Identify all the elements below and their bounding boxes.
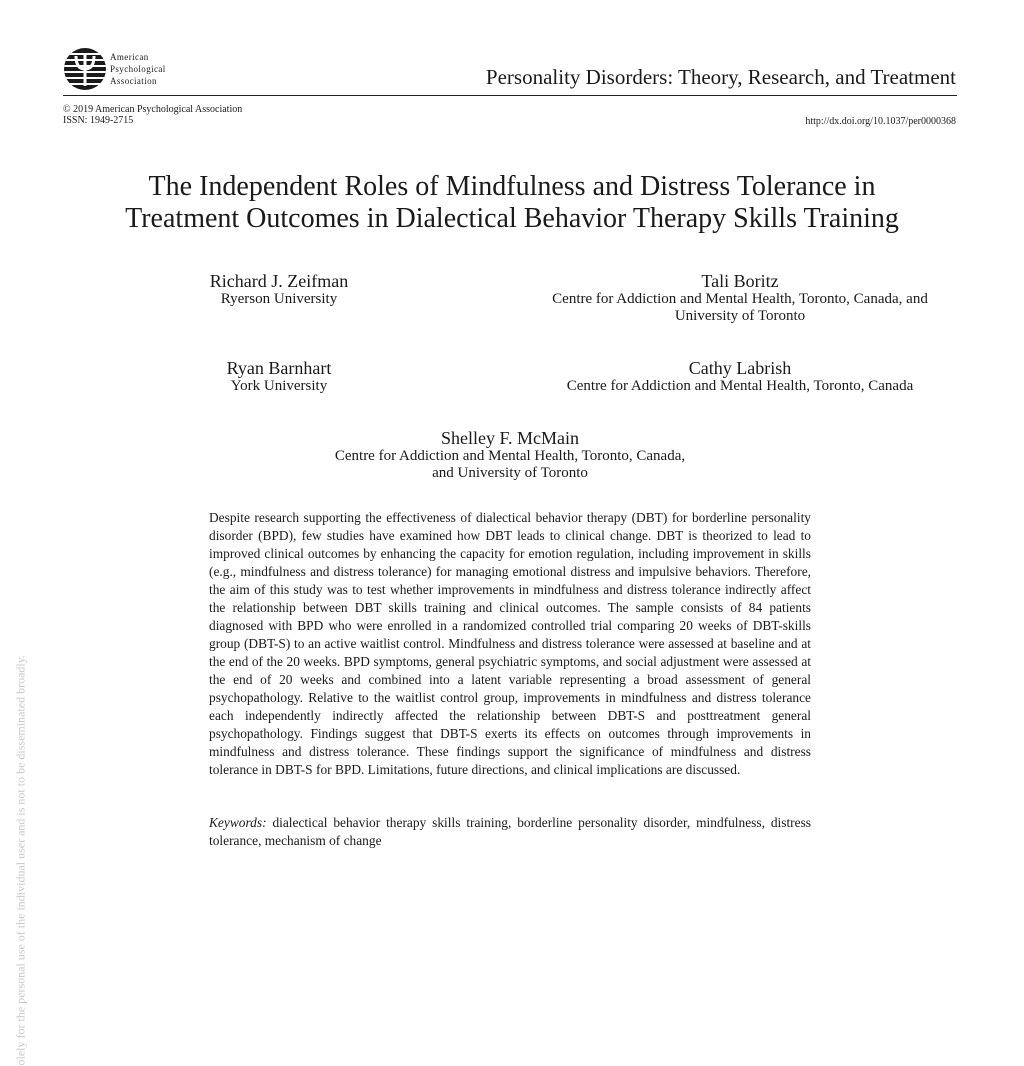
- logo-line: Psychological: [110, 64, 166, 74]
- author-affiliation: University of Toronto: [674, 308, 806, 324]
- keywords: [209, 814, 811, 850]
- side-copyright-notice: olely for the personal use of the individual user and is not to be disseminated broadly.: [13, 655, 28, 1066]
- title-line: The Independent Roles of Mindfulness and Distress Tolerance in: [148, 171, 876, 202]
- author-name: Cathy Labrish: [688, 358, 792, 378]
- keywords-label: Keywords:: [209, 815, 267, 830]
- author-block: [520, 271, 960, 325]
- header-rule: [63, 95, 957, 96]
- author-block: [129, 271, 429, 308]
- copyright-block: [63, 104, 242, 126]
- author-affiliation: and University of Toronto: [432, 465, 588, 481]
- author-affiliation: Centre for Addiction and Mental Health, Toronto, Canada: [566, 378, 914, 394]
- publisher-logo-text: [110, 51, 166, 87]
- author-affiliation: Centre for Addiction and Mental Health, Toronto, Canada,: [334, 448, 686, 464]
- apa-logo-icon: [63, 47, 107, 91]
- author-name: Richard J. Zeifman: [209, 271, 349, 291]
- issn: ISSN: 1949-2715: [63, 115, 134, 126]
- doi-link[interactable]: http://dx.doi.org/10.1037/per0000368: [805, 116, 956, 127]
- author-name: Tali Boritz: [701, 271, 779, 291]
- journal-title: Personality Disorders: Theory, Research, and Treatment: [485, 65, 956, 89]
- abstract: Despite research supporting the effectiveness of dialectical behavior therapy (DBT) for borderline personality disorder (BPD), few studies have examined how DBT leads to clinical change. DBT is theorized to lead to improved clinical outcomes by enhancing the capacity for emotion regulation, including improvement in skills (e.g., mindfulness and distress tolerance) for managing emotional distress and impulsive behaviors. Therefore, the aim of this study was to test whether improvements in mindfulness and distress tolerance indirectly affect the relationship between DBT skills training and clinical outcomes. The sample consists of 84 patients diagnosed with BPD who were enrolled in a randomized controlled trial comparing 20 weeks of DBT-skills group (DBT-S) to an active waitlist control. Mindfulness and distress tolerance were assessed at baseline and at the end of the 20 weeks. BPD symptoms, general psychiatric symptoms, and social adjustment were assessed at the end of 20 weeks and combined into a latent variable representing a broad assessment of general psychopathology. Relative to the waitlist control group, improvements in mindfulness and distress tolerance each independently indirectly affected the relationship between DBT-S and posttreatment general psychopathology. Findings suggest that DBT-S exerts its effects on outcomes through improvements in mindfulness and distress tolerance. These findings support the significance of mindfulness and distress tolerance in DBT-S for BPD. Limitations, future directions, and clinical implications are discussed.: [209, 510, 811, 777]
- copyright: © 2019 American Psychological Association: [63, 104, 243, 115]
- author-block: [129, 358, 429, 395]
- logo-line: Association: [110, 76, 157, 86]
- author-block: [280, 428, 740, 482]
- author-name: Shelley F. McMain: [440, 428, 580, 448]
- keywords-text: dialectical behavior therapy skills training, borderline personality disorder, mindfulness, distress tolerance, mechanism of change: [209, 815, 811, 848]
- author-block: [520, 358, 960, 395]
- article-title: [0, 171, 1024, 235]
- author-affiliation: York University: [230, 378, 328, 394]
- author-name: Ryan Barnhart: [226, 358, 332, 378]
- logo-line: American: [110, 52, 149, 62]
- author-affiliation: Ryerson University: [220, 291, 338, 307]
- author-affiliation: Centre for Addiction and Mental Health, Toronto, Canada, and: [552, 291, 928, 307]
- title-line: Treatment Outcomes in Dialectical Behavior Therapy Skills Training: [125, 203, 899, 234]
